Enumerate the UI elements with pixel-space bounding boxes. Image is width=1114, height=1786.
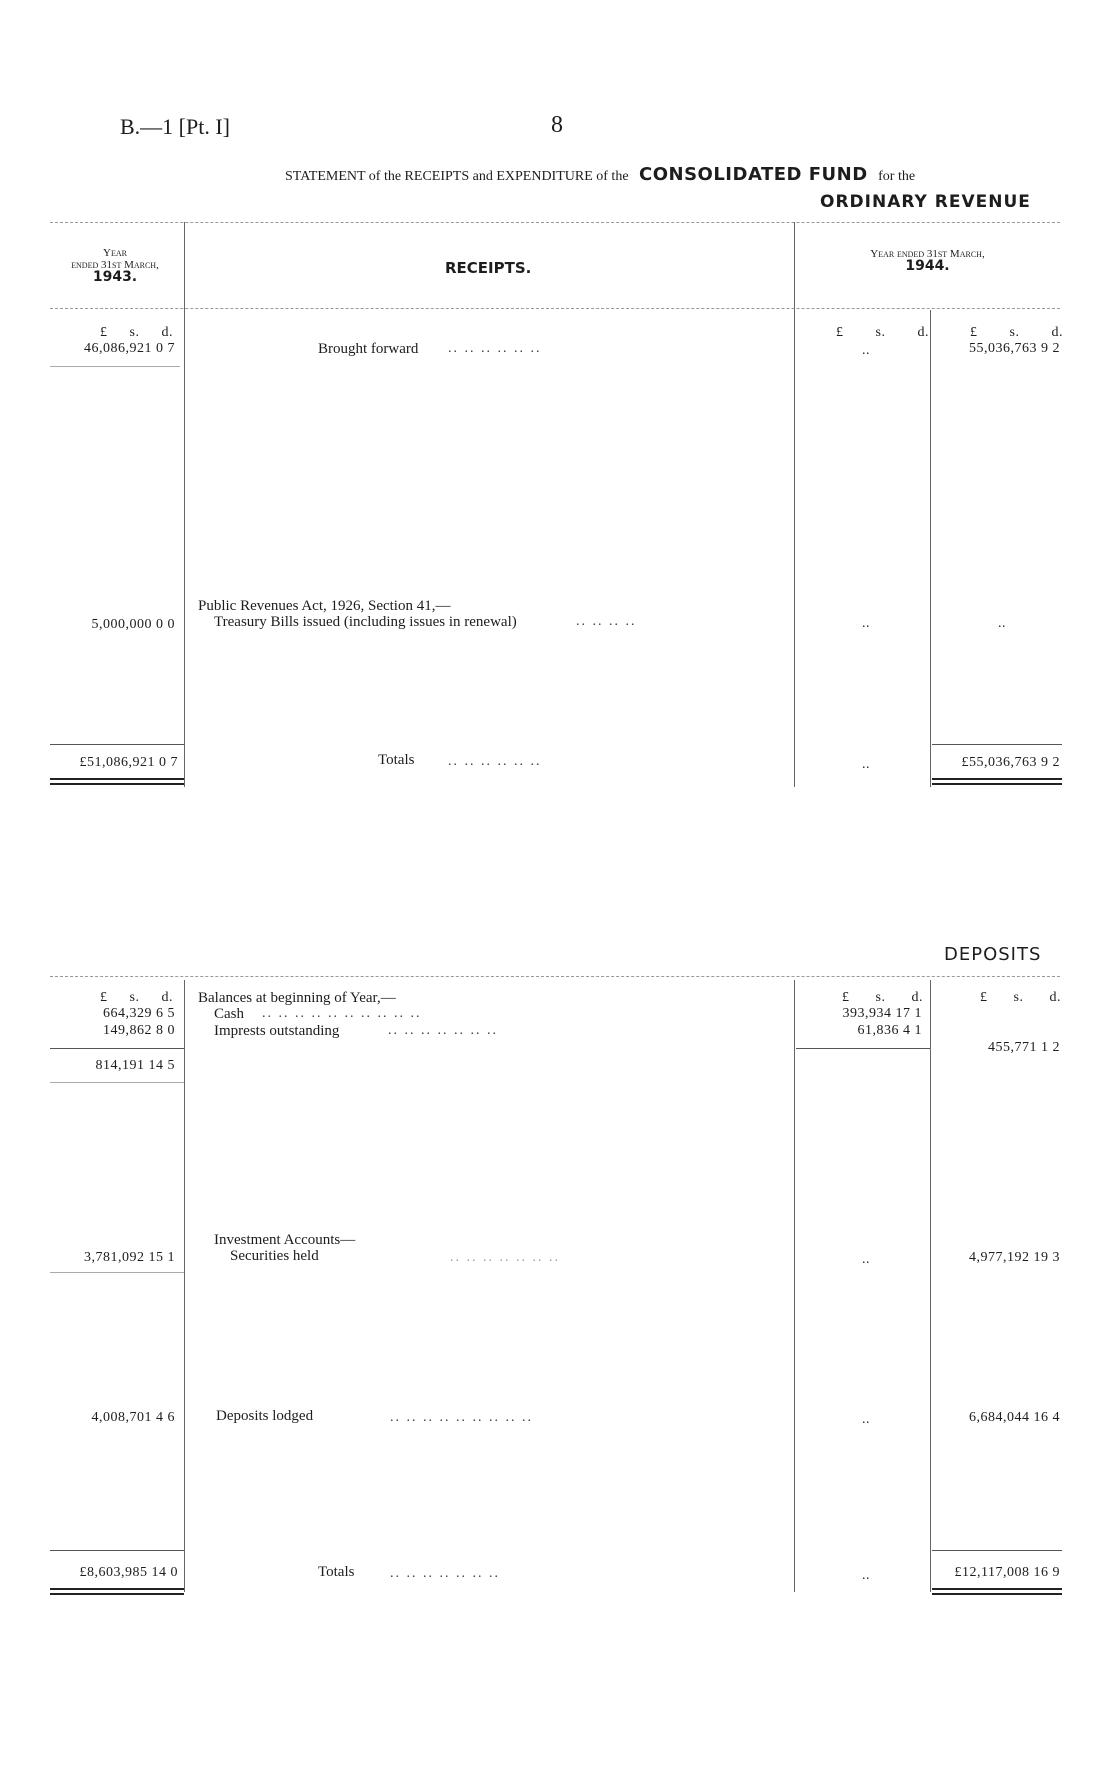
act-reference-label: Public Revenues Act, 1926, Section 41,—	[198, 598, 451, 614]
totals-top-rule	[50, 744, 184, 745]
securities-held-label: Securities held	[230, 1248, 319, 1264]
header-top-rule	[50, 222, 1060, 223]
totals-top-rule	[50, 1550, 184, 1551]
prior-year-amount: 664,329 6 5	[103, 1006, 175, 1021]
imprests-amount: 61,836 4 1	[857, 1023, 922, 1038]
statement-title	[285, 164, 915, 185]
subtotal-rule	[796, 1048, 930, 1049]
column-divider	[184, 222, 185, 787]
balances-subtotal: 814,191 14 5	[95, 1058, 175, 1073]
header-line: ended 31st March,	[71, 259, 159, 271]
cash-amount: 393,934 17 1	[842, 1006, 922, 1021]
current-year-subamount: ..	[862, 616, 870, 631]
totals-top-rule	[932, 744, 1062, 745]
header-bottom-rule	[50, 308, 1060, 309]
receipts-heading: RECEIPTS.	[445, 259, 532, 277]
leader-dots: .. .. .. .. .. ..	[448, 754, 542, 769]
section-subtitle: ORDINARY REVENUE	[820, 192, 1031, 212]
row-rule	[50, 1272, 184, 1273]
totals-label: Totals	[318, 1564, 355, 1580]
year-1944-header	[800, 248, 1055, 272]
totals-double-rule	[50, 1593, 184, 1595]
totals-double-rule	[932, 778, 1062, 780]
header-year: 1943.	[92, 269, 138, 285]
brought-forward-label: Brought forward	[318, 341, 419, 357]
treasury-bills-label: Treasury Bills issued (including issues in renewal)	[214, 614, 517, 630]
prior-year-total: £51,086,921 0 7	[79, 755, 178, 770]
leader-dots: .. .. .. .. .. .. ..	[388, 1023, 498, 1038]
prior-year-amount: 3,781,092 15 1	[84, 1250, 175, 1265]
unit-label-left: £ s. d.	[100, 325, 173, 340]
document-reference: B.—1 [Pt. I]	[120, 114, 230, 139]
leader-dots: .. .. .. .. .. .. .. .. ..	[390, 1410, 533, 1425]
totals-double-rule	[932, 1593, 1062, 1595]
current-year-amount: 4,977,192 19 3	[969, 1250, 1060, 1265]
current-year-subamount: ..	[862, 757, 870, 772]
prior-year-amount: 149,862 8 0	[103, 1023, 175, 1038]
statement-prefix: STATEMENT of the RECEIPTS and EXPENDITURE of the	[285, 169, 629, 184]
current-year-subamount: ..	[862, 1568, 870, 1583]
unit-label-left: £ s. d.	[100, 990, 173, 1005]
header-line: Year	[103, 247, 127, 259]
header-line: Year ended 31st March,	[870, 248, 985, 260]
leader-dots: .. .. .. .. .. .. ..	[450, 1250, 560, 1265]
prior-year-amount: 4,008,701 4 6	[91, 1410, 175, 1425]
totals-top-rule	[932, 1550, 1062, 1551]
current-year-amount: 6,684,044 16 4	[969, 1410, 1060, 1425]
unit-label-col-b: £ s. d.	[980, 990, 1061, 1005]
deposits-lodged-label: Deposits lodged	[216, 1408, 314, 1424]
row-rule	[50, 1082, 184, 1083]
imprests-label: Imprests outstanding	[214, 1023, 340, 1039]
prior-year-amount: 46,086,921 0 7	[84, 341, 175, 356]
current-year-amount: 55,036,763 9 2	[969, 341, 1060, 356]
current-year-amount: ..	[998, 616, 1006, 631]
unit-label-col-b: £ s. d.	[970, 325, 1063, 340]
leader-dots: .. .. .. .. .. .. .. .. .. ..	[262, 1006, 422, 1021]
page-number: 8	[551, 112, 563, 138]
prior-year-total: £8,603,985 14 0	[79, 1565, 178, 1580]
totals-label: Totals	[378, 752, 415, 768]
column-divider	[184, 980, 185, 1592]
totals-double-rule	[50, 778, 184, 780]
current-year-subamount: ..	[862, 1252, 870, 1267]
totals-double-rule	[50, 783, 184, 785]
current-year-total: £12,117,008 16 9	[954, 1565, 1060, 1580]
leader-dots: .. .. .. .. .. .. ..	[390, 1566, 500, 1581]
balances-heading: Balances at beginning of Year,—	[198, 990, 396, 1006]
fund-name: CONSOLIDATED FUND	[639, 164, 868, 185]
header-year: 1944.	[905, 258, 950, 274]
unit-label-col-a: £ s. d.	[842, 990, 923, 1005]
section-top-rule	[50, 976, 1060, 977]
current-year-subamount: ..	[862, 1412, 870, 1427]
current-year-subamount: ..	[862, 343, 870, 358]
row-rule	[50, 366, 180, 367]
column-divider	[930, 310, 931, 787]
cash-label: Cash	[214, 1006, 244, 1022]
totals-double-rule	[50, 1588, 184, 1590]
deposits-heading: DEPOSITS	[944, 944, 1042, 965]
current-year-total: £55,036,763 9 2	[961, 755, 1060, 770]
leader-dots: .. .. .. ..	[576, 614, 637, 629]
totals-double-rule	[932, 1588, 1062, 1590]
prior-year-amount: 5,000,000 0 0	[91, 617, 175, 632]
investment-accounts-label: Investment Accounts—	[214, 1232, 356, 1248]
balances-total: 455,771 1 2	[988, 1040, 1060, 1055]
leader-dots: .. .. .. .. .. ..	[448, 341, 542, 356]
totals-double-rule	[932, 783, 1062, 785]
column-divider	[794, 980, 795, 1592]
subtotal-rule	[50, 1048, 184, 1049]
year-1943-header	[50, 247, 180, 283]
column-divider	[794, 222, 795, 787]
unit-label-col-a: £ s. d.	[836, 325, 929, 340]
column-divider	[930, 980, 931, 1592]
for-the-text: for the	[878, 169, 916, 184]
